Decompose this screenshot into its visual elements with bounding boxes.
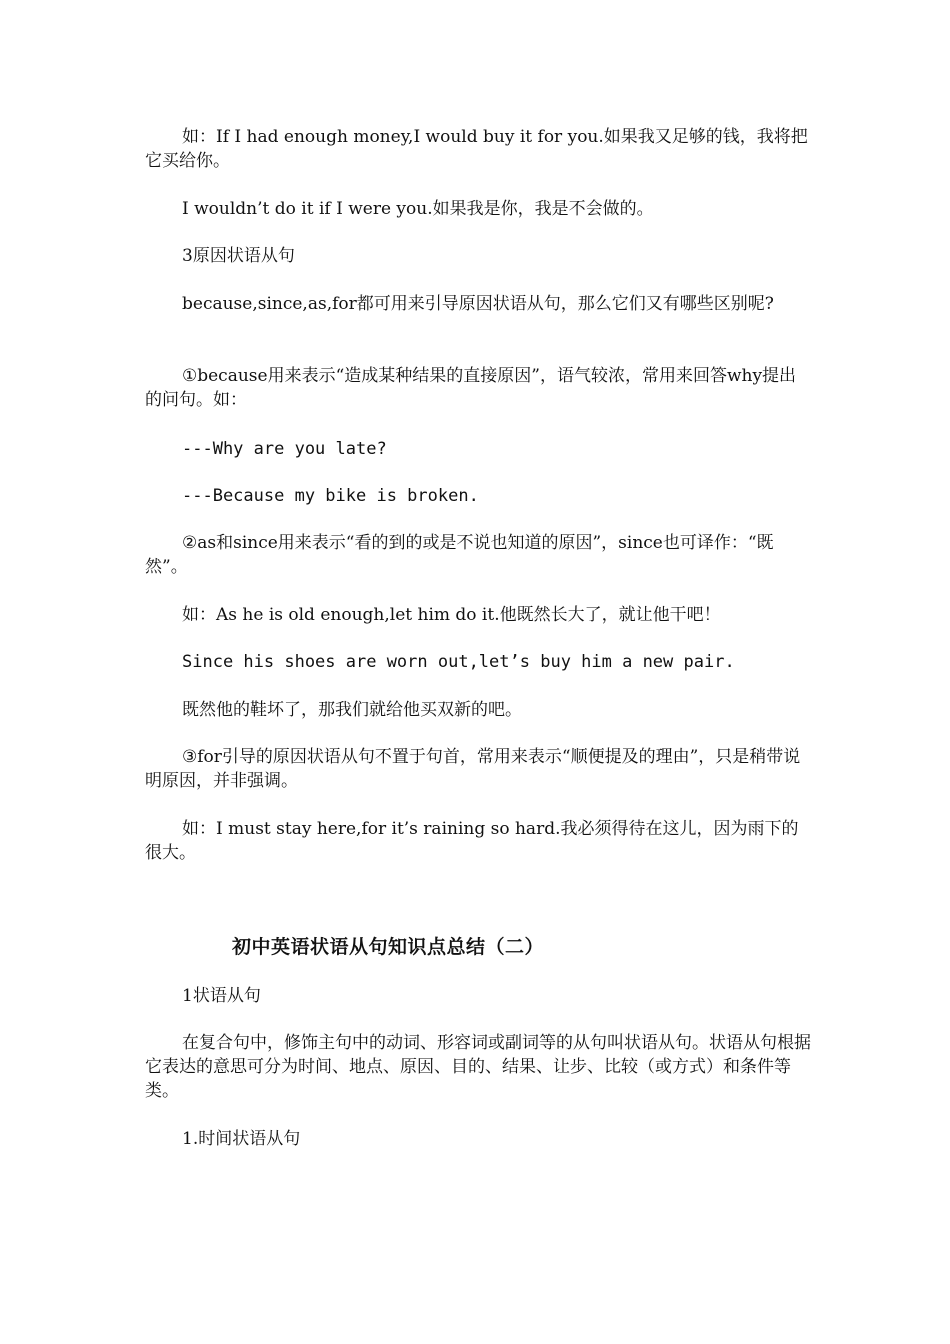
paragraph-because-usage: ①because用来表示“造成某种结果的直接原因”，语气较浓，常用来回答why提出的问句。如： xyxy=(145,366,797,410)
example-paragraph-if-money: 如：If I had enough money,I would buy it for you.如果我又足够的钱，我将把它买给你。 xyxy=(145,127,808,171)
section-heading-part-two: 初中英语状语从句知识点总结（二） xyxy=(232,936,545,958)
dialogue-answer: ---Because my bike is broken. xyxy=(182,486,479,506)
subsection-title-adverbial-clause: 1状语从句 xyxy=(182,986,261,1006)
dialogue-question: ---Why are you late? xyxy=(182,439,387,459)
example-paragraph-wouldnt: I wouldn’t do it if I were you.如果我是你，我是不会做的。 xyxy=(182,199,654,219)
paragraph-for-usage: ③for引导的原因状语从句不置于句首，常用来表示“顺便提及的理由”，只是稍带说明原因，并非强调。 xyxy=(145,747,801,791)
example-paragraph-since: Since his shoes are worn out,let’s buy him a new pair. xyxy=(182,652,735,672)
example-paragraph-for: 如：I must stay here,for it’s raining so hard.我必须得待在这儿，因为雨下的很大。 xyxy=(145,819,799,863)
paragraph-as-since-usage: ②as和since用来表示“看的到的或是不说也知道的原因”，since也可译作：“既然”。 xyxy=(145,533,774,577)
subsection-title-time-clause: 1.时间状语从句 xyxy=(182,1129,301,1149)
section-title-cause-clause: 3原因状语从句 xyxy=(182,246,295,266)
paragraph-cause-intro: because,since,as,for都可用来引导原因状语从句，那么它们又有哪些区别呢? xyxy=(182,294,774,314)
paragraph-adverbial-clause-definition: 在复合句中，修饰主句中的动词、形容词或副词等的从句叫状语从句。状语从句根据它表达的意思可分为时间、地点、原因、目的、结果、让步、比较（或方式）和条件等类。 xyxy=(145,1033,811,1101)
example-translation-since: 既然他的鞋坏了，那我们就给他买双新的吧。 xyxy=(182,700,522,720)
example-paragraph-as: 如：As he is old enough,let him do it.他既然长大了，就让他干吧！ xyxy=(182,605,721,625)
